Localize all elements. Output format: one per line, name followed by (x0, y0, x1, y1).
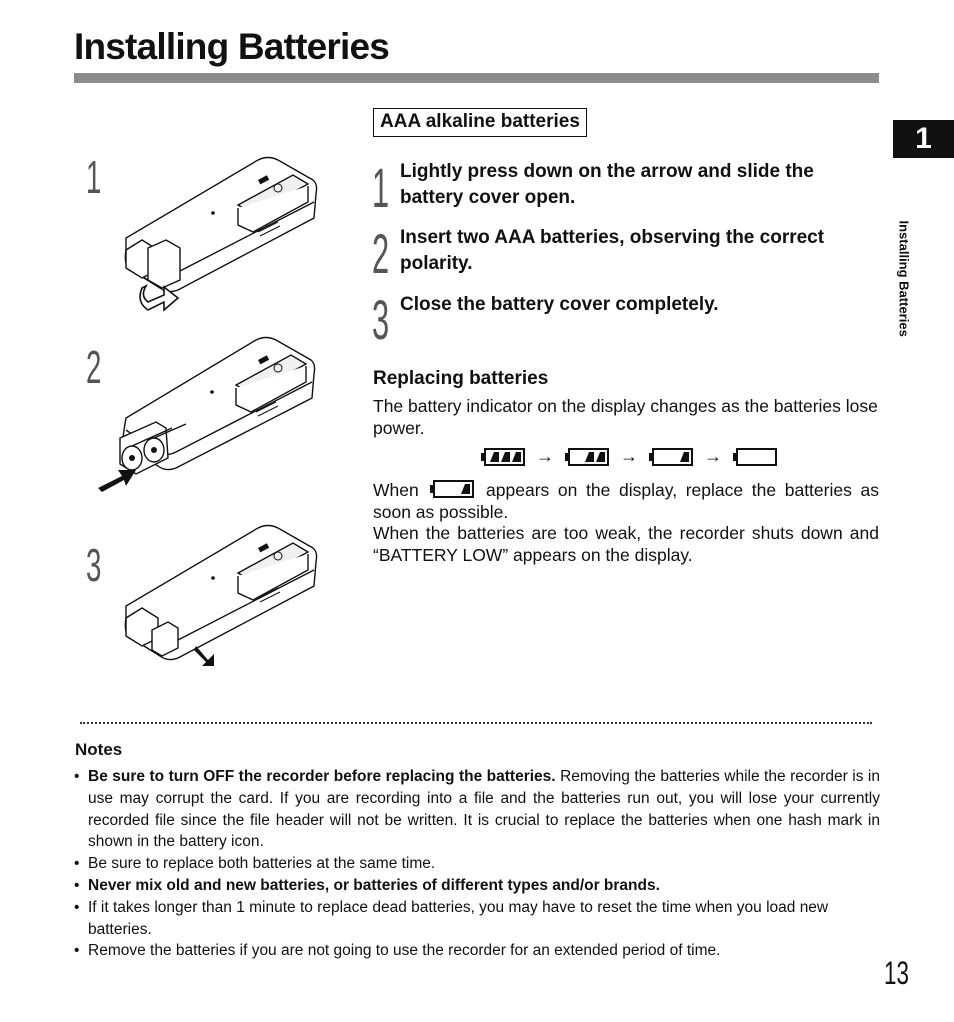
note-item-3 (74, 875, 880, 897)
figure-number-3: 3 (86, 539, 102, 591)
figure-number-1: 1 (86, 151, 102, 203)
figure-number-2: 2 (86, 341, 102, 393)
page-number: 13 (884, 955, 909, 991)
note-text: If it takes longer than 1 minute to replace dead batteries, you may have to reset the time when you load new batteries. (88, 898, 829, 938)
title-rule (74, 73, 879, 83)
battery-low-text: When the batteries are too weak, the recorder shuts down and “BATTERY LOW” appears on the display. (373, 523, 879, 565)
battery-one-bar-inline-icon (429, 479, 475, 499)
replace-instruction (373, 479, 879, 523)
note-item-4 (74, 897, 880, 941)
arrow-icon: → (620, 446, 638, 466)
note-item-2 (74, 853, 880, 875)
step-number-2: 2 (372, 222, 390, 285)
dotted-divider (80, 722, 872, 724)
note-text: Be sure to replace both batteries at the same time. (88, 855, 436, 873)
note-text: Removing the batteries while the recorder is in use may corrupt the card. If you are recording into a file and the batteries run out, you will lose your currently recorded file since the file header will not be written. It is crucial to replace the batteries when one hash mark in shown in the battery icon. (88, 768, 880, 851)
page-title: Installing Batteries (74, 26, 390, 67)
battery-level-sequence (480, 446, 778, 467)
recorder-cover-open-illustration (118, 150, 328, 325)
battery-one-bar-icon (648, 447, 694, 467)
replace-instruction-suffix: appears on the display, replace the batteries as soon as possible. (373, 480, 879, 522)
notes-list (74, 766, 880, 962)
note-text: Remove the batteries if you are not going to use the recorder for an extended period of time. (88, 942, 721, 960)
step-text-1: Lightly press down on the arrow and slide the battery cover open. (400, 161, 814, 208)
section-tab: 1 (893, 120, 954, 158)
notes-heading: Notes (75, 740, 123, 759)
section-side-label: Installing Batteries (896, 220, 912, 337)
battery-empty-icon (732, 447, 778, 467)
battery-two-bars-icon (564, 447, 610, 467)
replace-instruction-prefix: When (373, 480, 419, 500)
replacing-heading: Replacing batteries (373, 368, 549, 389)
step-text-3: Close the battery cover completely. (400, 294, 719, 315)
step-number-3: 3 (372, 288, 390, 351)
step-number-1: 1 (372, 156, 390, 219)
recorder-insert-batteries-illustration (96, 330, 326, 495)
note-bold: Be sure to turn OFF the recorder before replacing the batteries. (88, 768, 556, 785)
note-bold: Never mix old and new batteries, or batteries of different types and/or brands. (88, 876, 660, 894)
battery-type-label: AAA alkaline batteries (373, 108, 587, 137)
replacing-intro: The battery indicator on the display changes as the batteries lose power. (373, 396, 878, 438)
note-item-5 (74, 940, 880, 962)
battery-full-icon (480, 447, 526, 467)
note-item-1 (74, 766, 880, 853)
arrow-icon: → (536, 446, 554, 466)
step-text-2: Insert two AAA batteries, observing the correct polarity. (400, 227, 825, 274)
recorder-cover-closed-illustration (118, 518, 328, 678)
arrow-icon: → (704, 446, 722, 466)
